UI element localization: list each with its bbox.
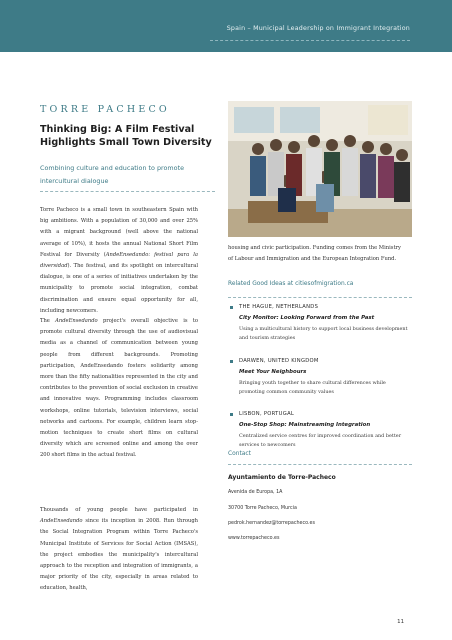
body-text: The	[40, 318, 56, 324]
bullet-icon	[230, 360, 233, 363]
subtitle-divider	[40, 191, 215, 192]
body-text: ). The festival, and its spotlight on intercultural dialogue, is one of a series of initiatives undertaken by the municipality to promote social integration, combat discrimination and ensure equal opportunity for all, including newcomers.	[40, 263, 198, 314]
body-text: project's overall objective is to promote cultural diversity through the use of audiovisual media as a channel of communication between young people from different backgrounds. Promoting participation, AndeEnsedando fosters solidarity among more than the fifty nationalities represented in the city and contributes to the prevention of social exclusion in creative and innovative ways. Programming includes classroom workshops, online tutorials, television interviews, social networks and cartoons. For example, children learn stop-motion techniques to create short films on cultural diversity which are screened online and among the over 200 short films in the actual festival.	[40, 318, 198, 459]
contact-divider	[228, 464, 412, 465]
body-paragraph-3	[40, 505, 198, 595]
idea-description: Using a multicultural history to support local business development and tourism strategies	[239, 326, 408, 342]
idea-title: Meet Your Neighbours	[239, 369, 307, 375]
group-photo-icon	[228, 101, 412, 237]
idea-title: City Monitor: Looking Forward from the Past	[239, 315, 375, 321]
idea-description: Bringing youth together to share cultural differences while promoting common community values	[239, 380, 386, 396]
body-text: since its inception in 2008. Run through the Social Integration Program within Torre Pacheco's Municipal Institute of Services for Social Action (IMSAS), the project embodies the municipality's intercultural approach to the reception and integration of immigrants, a major priority of the city, especially in areas related to education, health,	[40, 518, 198, 592]
contact-email: pedrok.hernandez@torrepacheco.es	[228, 521, 315, 526]
idea-title: One-Stop Shop: Mainstreaming Integration	[239, 422, 371, 428]
contact-address: Avenida de Europa, 1A	[228, 490, 283, 495]
body-text: Torre Pacheco is a small town in southeastern Spain with big ambitions. With a population of 30,000 and over 25% with a migrant background (well above the national average of 10%), it hosts the annual National Short Film Festival for Diversity (	[40, 207, 198, 258]
related-divider	[228, 297, 412, 298]
idea-description: Centralized service centres for improved coordination and better services to newcomers	[239, 433, 402, 449]
related-ideas-heading: Related Good Ideas at citiesofmigration.ca	[228, 281, 354, 287]
body-paragraph-1	[40, 205, 198, 317]
article-subtitle: Combining culture and education to promote intercultural dialogue	[40, 164, 185, 185]
project-name: AndeEnsedando	[40, 518, 83, 525]
idea-location: THE HAGUE, NETHERLANDS	[239, 304, 319, 310]
contact-heading: Contact	[228, 451, 251, 457]
festival-name: AndeEnsedando: festival para la diversidad	[40, 251, 198, 270]
page-number: 11	[397, 619, 404, 625]
idea-location: LISBON, PORTUGAL	[239, 411, 295, 417]
contact-city: 30700 Torre Pacheco, Murcia	[228, 506, 297, 511]
running-title: Spain – Municipal Leadership on Immigrant Integration	[226, 25, 410, 32]
body-paragraph-2	[40, 316, 198, 462]
bullet-icon	[230, 306, 233, 309]
header-divider	[210, 40, 410, 41]
body-text: Thousands of young people have participated in	[40, 507, 198, 513]
project-name: AndeEnsedando	[55, 318, 98, 324]
bullet-icon	[230, 413, 233, 416]
body-paragraph-4: housing and civic participation. Funding comes from the Ministry of Labour and Immigration and the European Integration Fund.	[228, 245, 401, 263]
contact-website: www.torrepacheco.es	[228, 536, 280, 541]
article-title: Thinking Big: A Film Festival Highlights Small Town Diversity	[40, 124, 212, 148]
idea-location: DARWEN, UNITED KINGDOM	[239, 358, 319, 364]
contact-organization: Ayuntamiento de Torre-Pacheco	[228, 474, 336, 481]
city-label: TORRE PACHECO	[40, 104, 170, 115]
